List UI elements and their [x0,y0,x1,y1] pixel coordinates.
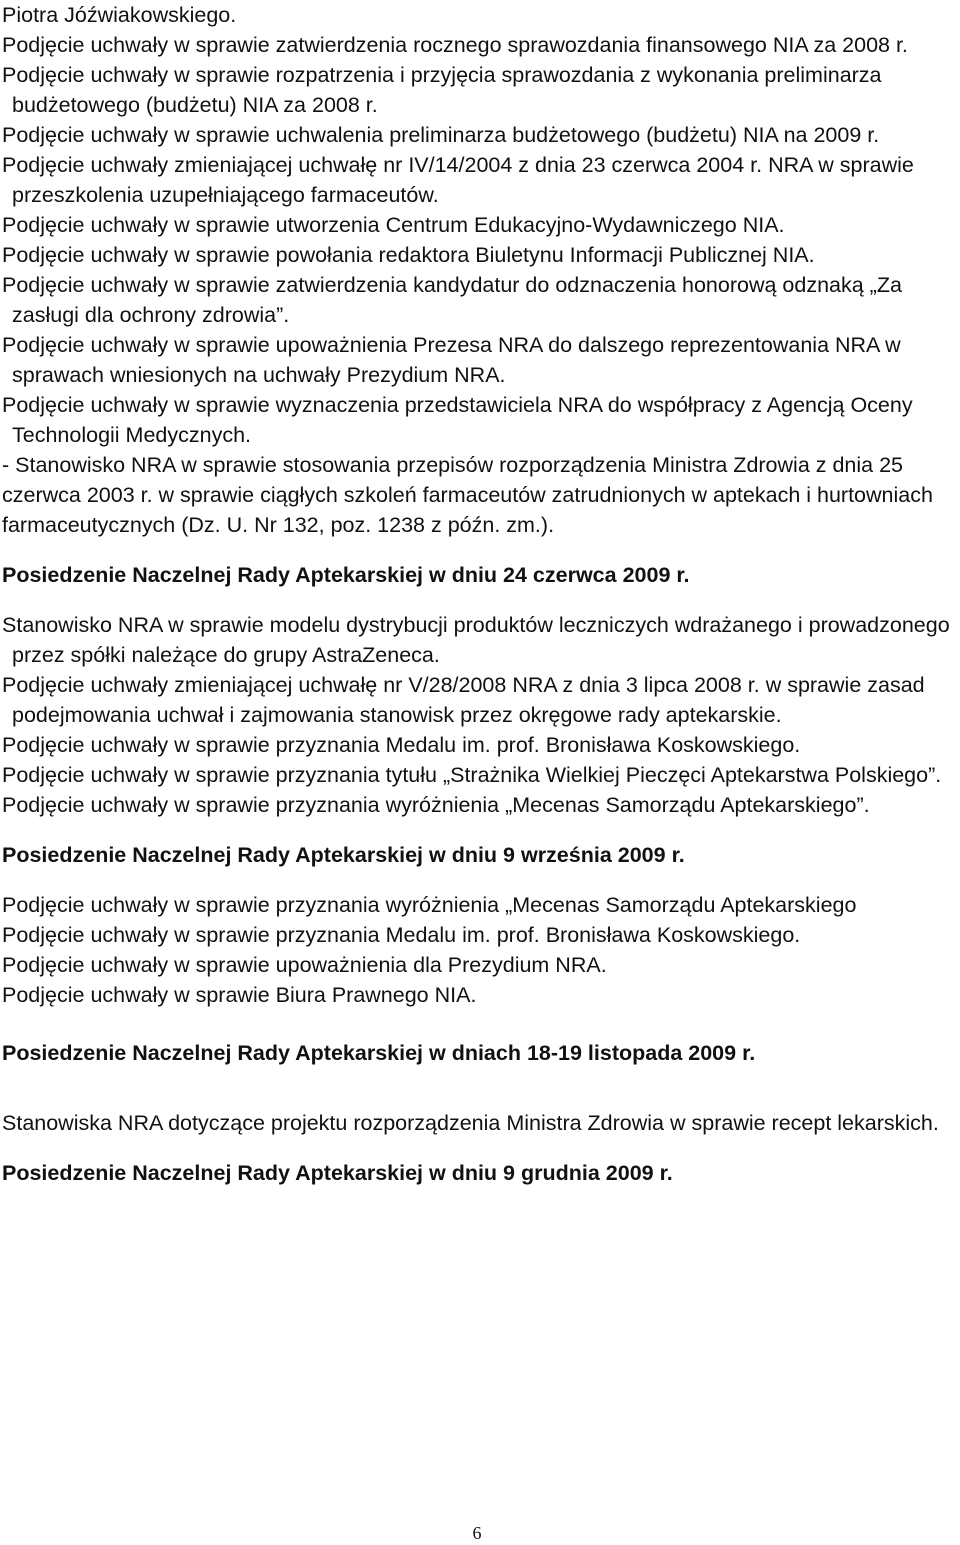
list-item: Stanowiska NRA dotyczące projektu rozporządzenia Ministra Zdrowia w sprawie recept lekarskich. [2,1111,939,1135]
list-item: Piotra Jóźwiakowskiego. [2,3,237,27]
section-heading-september: Posiedzenie Naczelnej Rady Aptekarskiej w dniu 9 września 2009 r. [2,843,685,867]
list-item: Podjęcie uchwały w sprawie przyznania tytułu „Strażnika Wielkiej Pieczęci Aptekarstwa Polskiego”. [2,763,942,787]
section-june-list [2,610,956,820]
list-item: Podjęcie uchwały w sprawie uchwalenia preliminarza budżetowego (budżetu) NIA na 2009 r. [2,123,880,147]
list-item: Podjęcie uchwały w sprawie rozpatrzenia i przyjęcia sprawozdania z wykonania preliminarza budżetowego (budżetu) NIA za 2008 r. [2,63,882,117]
document-page [2,0,956,1188]
section-september-list [2,890,956,1010]
list-item: Podjęcie uchwały w sprawie przyznania wyróżnienia „Mecenas Samorządu Aptekarskiego”. [2,793,870,817]
list-item: Podjęcie uchwały w sprawie upoważnienia dla Prezydium NRA. [2,953,607,977]
list-item: Podjęcie uchwały w sprawie wyznaczenia przedstawiciela NRA do współpracy z Agencją Oceny Technologii Medycznych. [2,393,913,447]
list-item: Podjęcie uchwały w sprawie przyznania Medalu im. prof. Bronisława Koskowskiego. [2,923,801,947]
list-item: Podjęcie uchwały w sprawie Biura Prawnego NIA. [2,983,477,1007]
list-item: Stanowisko NRA w sprawie modelu dystrybucji produktów leczniczych wdrażanego i prowadzonego przez spółki należące do grupy AstraZeneca. [2,613,950,667]
section-heading-november: Posiedzenie Naczelnej Rady Aptekarskiej w dniach 18-19 listopada 2009 r. [2,1041,756,1065]
list-item: - Stanowisko NRA w sprawie stosowania przepisów rozporządzenia Ministra Zdrowia z dnia 25 czerwca 2003 r. w sprawie ciągłych szkoleń farmaceutów zatrudnionych w aptekach i hurtowniach farmaceutycznych (Dz. U. Nr 132, poz. 1238 z późn. zm.). [2,453,933,537]
list-item: Podjęcie uchwały w sprawie upoważnienia Prezesa NRA do dalszego reprezentowania NRA w sprawach wniesionych na uchwały Prezydium NRA. [2,333,901,387]
list-item: Podjęcie uchwały w sprawie zatwierdzenia kandydatur do odznaczenia honorową odznaką „Za zasługi dla ochrony zdrowia”. [2,273,902,327]
list-item: Podjęcie uchwały zmieniającej uchwałę nr IV/14/2004 z dnia 23 czerwca 2004 r. NRA w sprawie przeszkolenia uzupełniającego farmaceutów. [2,153,914,207]
resolutions-list-continued [2,0,956,540]
list-item: Podjęcie uchwały w sprawie utworzenia Centrum Edukacyjno-Wydawniczego NIA. [2,213,785,237]
section-november-list [2,1108,956,1138]
section-heading-december: Posiedzenie Naczelnej Rady Aptekarskiej w dniu 9 grudnia 2009 r. [2,1161,673,1185]
list-item: Podjęcie uchwały w sprawie powołania redaktora Biuletynu Informacji Publicznej NIA. [2,243,815,267]
list-item: Podjęcie uchwały w sprawie przyznania wyróżnienia „Mecenas Samorządu Aptekarskiego [2,893,857,917]
list-item: Podjęcie uchwały w sprawie przyznania Medalu im. prof. Bronisława Koskowskiego. [2,733,801,757]
list-item: Podjęcie uchwały zmieniającej uchwałę nr V/28/2008 NRA z dnia 3 lipca 2008 r. w sprawie zasad podejmowania uchwał i zajmowania stanowisk przez okręgowe rady aptekarskie. [2,673,925,727]
section-heading-june: Posiedzenie Naczelnej Rady Aptekarskiej w dniu 24 czerwca 2009 r. [2,563,690,587]
page-number: 6 [472,1523,482,1543]
list-item: Podjęcie uchwały w sprawie zatwierdzenia rocznego sprawozdania finansowego NIA za 2008 r. [2,33,908,57]
